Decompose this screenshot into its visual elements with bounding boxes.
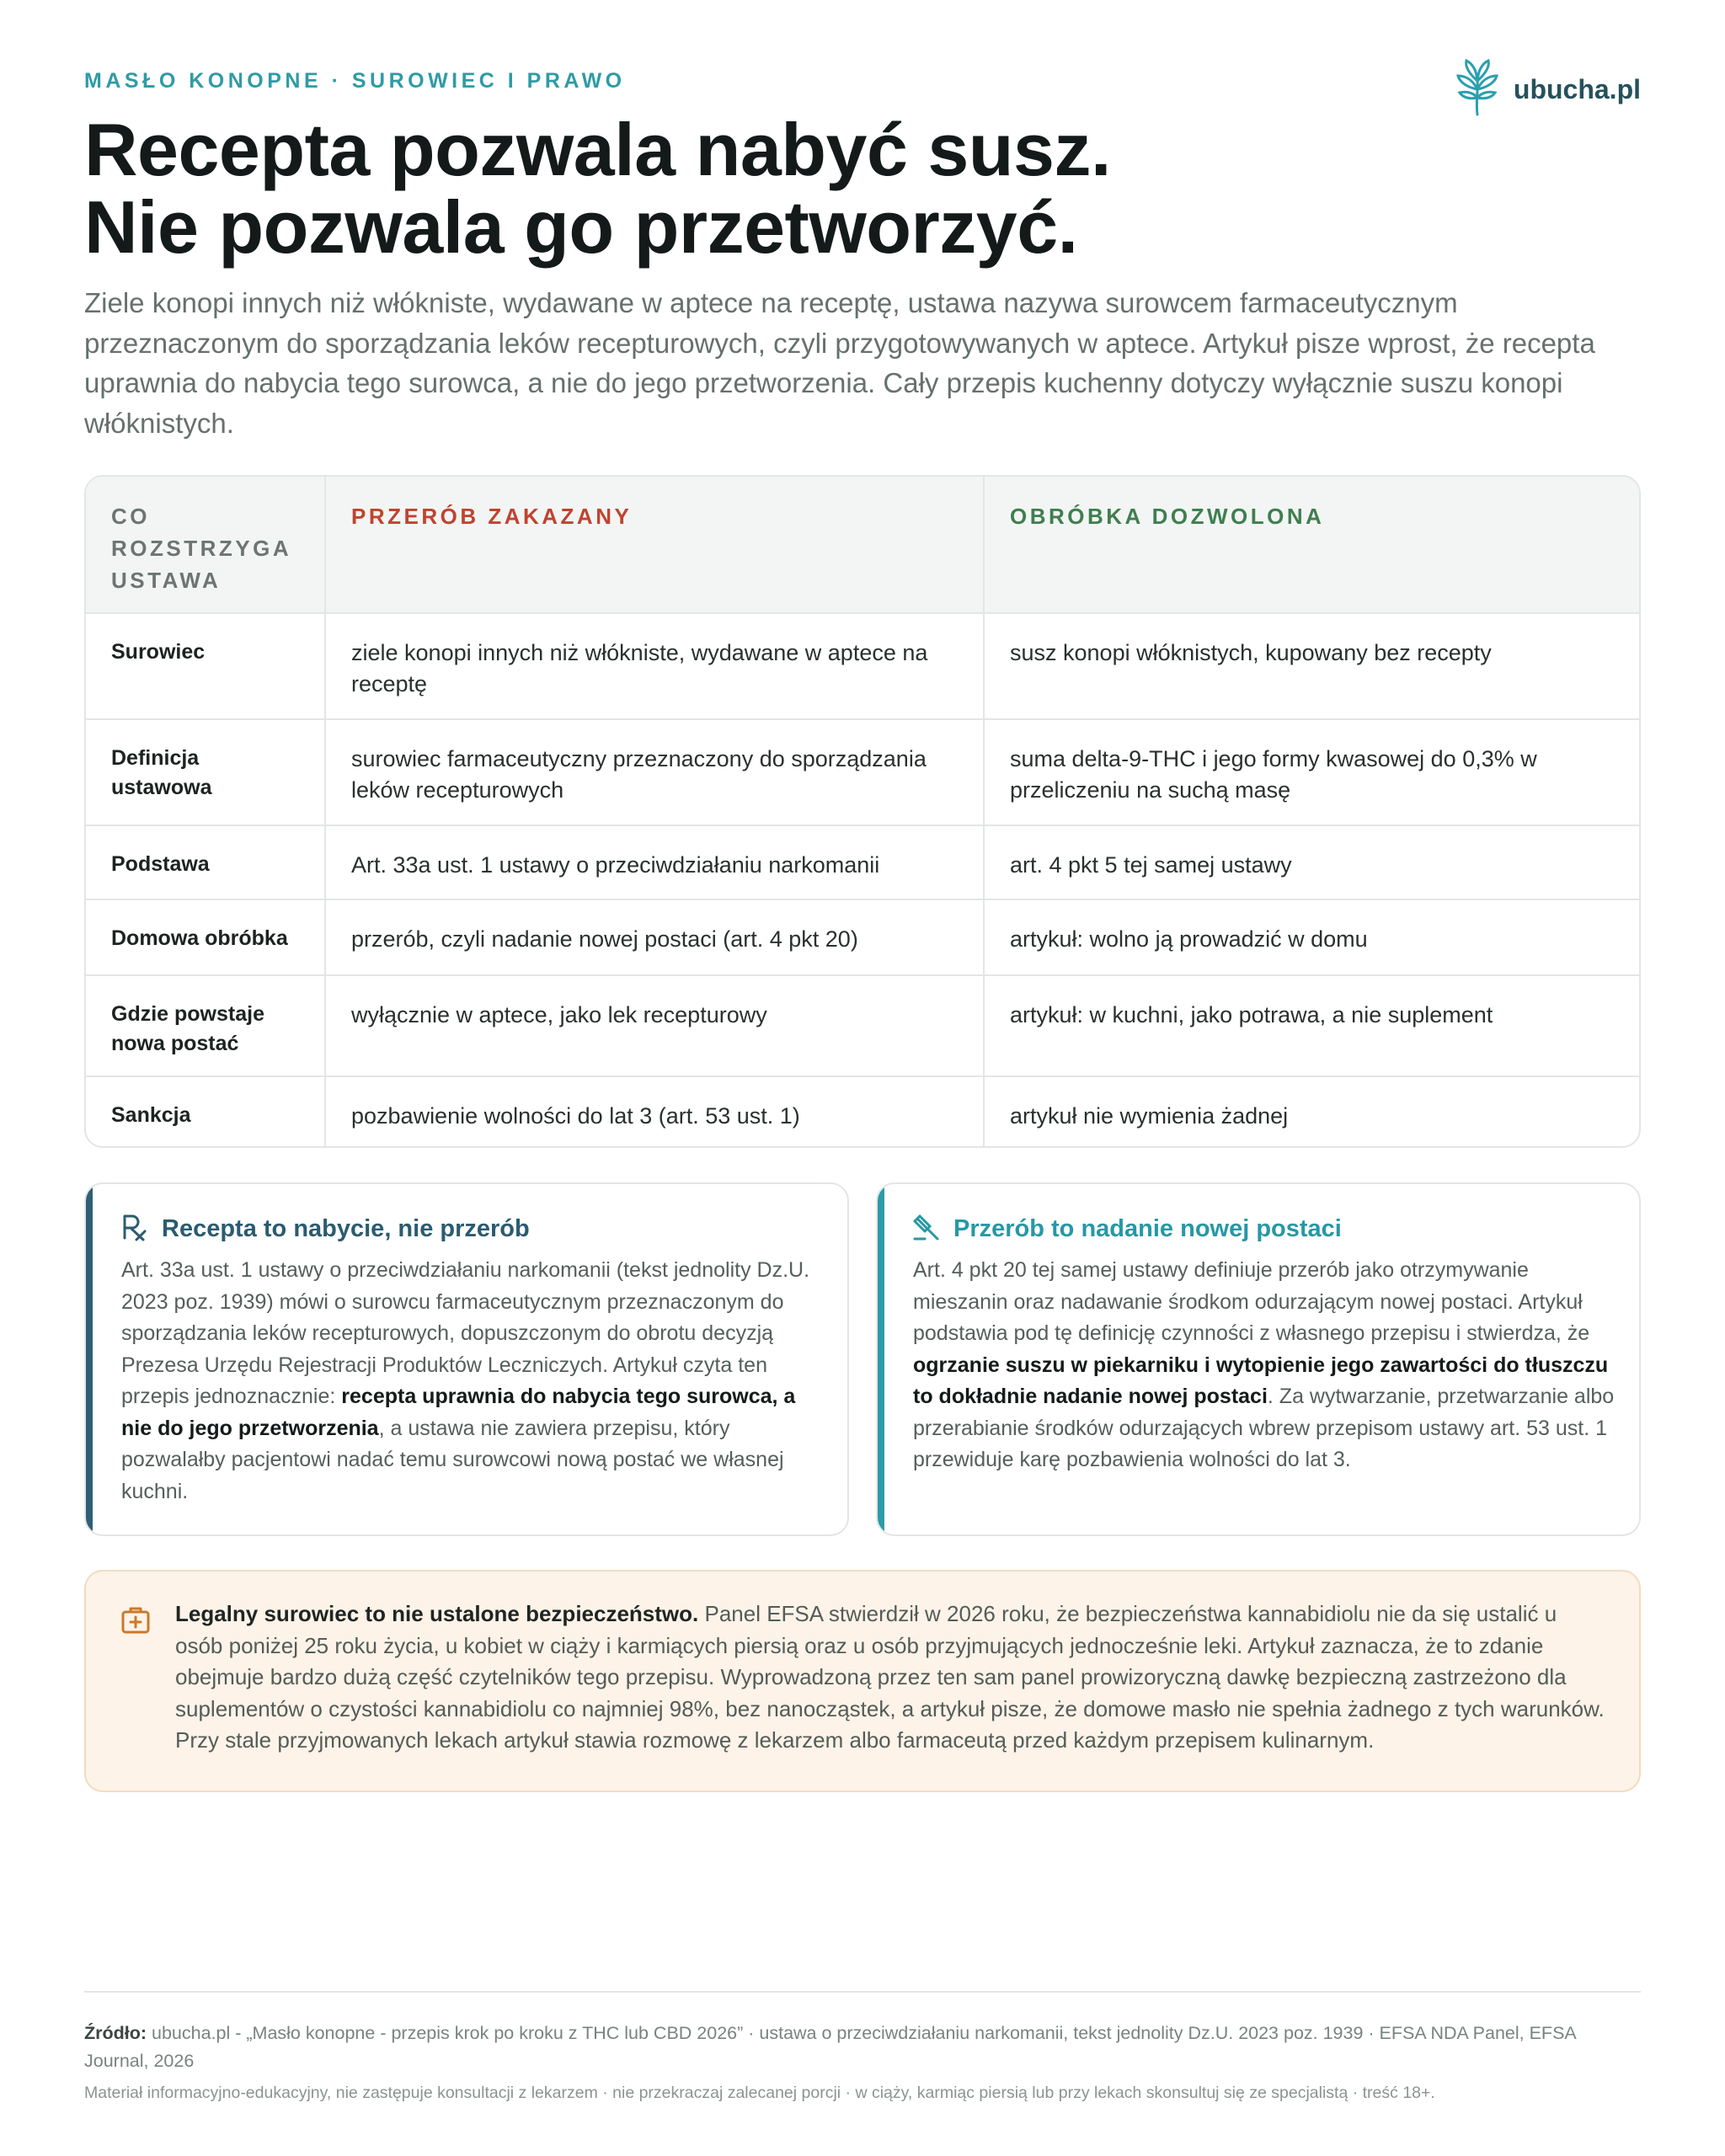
card-text-emphasis: recepta uprawnia do nabycia tego surowca, a nie do jego przetworzenia <box>121 1385 796 1440</box>
disclaimer: Materiał informacyjno-edukacyjny, nie zastępuje konsultacji z lekarzem · nie przekraczaj zalecanej porcji · w ciąży, karmiąc piersią lub przy lekach skonsultuj się ze specjalistą · treść 18+. <box>84 2084 1435 2102</box>
table-row <box>86 825 1641 899</box>
table-header-row <box>86 477 1641 613</box>
row-label: Surowiec <box>86 613 325 719</box>
gavel-icon <box>911 1213 940 1246</box>
hemp-leaf-icon <box>1453 56 1502 124</box>
lead-paragraph: Ziele konopi innych niż włókniste, wydawane w aptece na receptę, ustawa nazywa surowcem farmaceutycznym przeznaczonym do sporządzania leków recepturowych, czyli przygotowywanych w aptece. Artykuł pisze wprost, że recepta uprawnia do nabycia tego surowca, a nie do jego przetworzenia. Cały przepis kuchenny dotyczy wyłącznie suszu konopi włóknistych. <box>84 287 1595 439</box>
card-text: Art. 33a ust. 1 ustawy o przeciwdziałaniu narkomanii (tekst jednolity Dz.U. 2023 poz. 1939) mówi o surowcu farmaceutycznym przeznaczonym do sporządzania leków recepturowych, dopuszczonym do obrotu decyzją Prezesa Urzędu Rejestracji Produktów Leczniczych. Artykuł czyta ten przepis jednoznacznie: recepta uprawnia do nabycia tego surowca, a nie do jego przetworzenia, a ustawa nie zawiera przepisu, który pozwalałby pacjentowi nadać temu surowcowi nową postać we własnej kuchni. <box>121 1258 810 1503</box>
card-text: Art. 4 pkt 20 tej samej ustawy definiuje przerób jako otrzymywanie mieszanin oraz nadawanie środkom odurzającym nowej postaci. Artykuł podstawia pod tę definicję czynności z własnego przepisu i stwierdza, że ogrzanie suszu w piekarniku i wytopienie jego zawartości do tłuszczu to dokładnie nadanie nowej postaci. Za wytwarzanie, przetwarzanie albo przerabianie środków odurzających wbrew przepisom ustawy art. 53 ust. 1 przewiduje karę pozbawienia wolności do lat 3. <box>913 1258 1615 1471</box>
cell-allowed: artykuł nie wymienia żadnej <box>984 1076 1641 1148</box>
title-line-2: Nie pozwala go przetworzyć. <box>84 185 1078 269</box>
card-prescription <box>84 1182 849 1536</box>
cell-allowed: suma delta-9-THC i jego formy kwasowej do 0,3% w przeliczeniu na suchą masę <box>984 719 1641 825</box>
table-row <box>86 613 1641 719</box>
cell-forbidden: wyłącznie w aptece, jako lek recepturowy <box>325 975 984 1076</box>
cell-forbidden: przerób, czyli nadanie nowej postaci (art. 4 pkt 20) <box>325 899 984 975</box>
source-note: Źródło: ubucha.pl - „Masło konopne - przepis krok po kroku z THC lub CBD 2026” · ustawa o przeciwdziałaniu narkomanii, tekst jednolity Dz.U. 2023 poz. 1939 · EFSA NDA Panel, EFSA Journal, 2026 <box>84 2023 1576 2071</box>
infographic-page <box>84 0 1641 2156</box>
source-label: Źródło: <box>84 2023 147 2043</box>
page-title <box>84 108 1111 269</box>
header-forbidden: PRZERÓB ZAKAZANY <box>325 477 984 613</box>
row-label: Definicja ustawowa <box>86 719 325 825</box>
row-label: Domowa obróbka <box>86 899 325 975</box>
cell-forbidden: pozbawienie wolności do lat 3 (art. 53 ust. 1) <box>325 1076 984 1148</box>
cell-forbidden: Art. 33a ust. 1 ustawy o przeciwdziałaniu narkomanii <box>325 825 984 899</box>
cell-allowed: artykuł: wolno ją prowadzić w domu <box>984 899 1641 975</box>
row-label: Gdzie powstaje nowa postać <box>86 975 325 1076</box>
prescription-icon <box>120 1213 148 1246</box>
footer-divider <box>84 1991 1641 1993</box>
warning-text: Legalny surowiec to nie ustalone bezpieczeństwo. Panel EFSA stwierdził w 2026 roku, że bezpieczeństwa kannabidiolu nie da się ustalić u osób poniżej 25 roku życia, u kobiet w ciąży i karmiących piersią oraz u osób przyjmujących jednocześnie leki. Artykuł zaznacza, że to zdanie obejmuje bardzo dużą część czytelników tego przepisu. Wyprowadzoną przez ten sam panel prowizoryczną dawkę bezpieczną zastrzeżono dla suplementów o czystości kannabidiolu co najmniej 98%, bez nanocząstek, a artykuł pisze, że domowe masło nie spełnia żadnego z tych warunków. Przy stale przyjmowanych lekach artykuł stawia rozmowę z lekarzem albo farmaceutą przed każdym przepisem kulinarnym. <box>175 1601 1605 1753</box>
card-title: Recepta to nabycie, nie przerób <box>162 1215 530 1242</box>
header-allowed: OBRÓBKA DOZWOLONA <box>984 477 1641 613</box>
row-label: Podstawa <box>86 825 325 899</box>
warning-lead: Legalny surowiec to nie ustalone bezpieczeństwo. <box>175 1601 699 1626</box>
cell-allowed: art. 4 pkt 5 tej samej ustawy <box>984 825 1641 899</box>
table-row <box>86 1076 1641 1148</box>
comparison-table <box>84 475 1641 1148</box>
cell-allowed: artykuł: w kuchni, jako potrawa, a nie suplement <box>984 975 1641 1076</box>
cell-forbidden: ziele konopi innych niż włókniste, wydawane w aptece na receptę <box>325 613 984 719</box>
table-row <box>86 975 1641 1076</box>
cell-allowed: susz konopi włóknistych, kupowany bez recepty <box>984 613 1641 719</box>
table-row <box>86 719 1641 825</box>
table-row <box>86 899 1641 975</box>
kicker: MASŁO KONOPNE · SUROWIEC I PRAWO <box>84 69 626 93</box>
cell-forbidden: surowiec farmaceutyczny przeznaczony do sporządzania leków recepturowych <box>325 719 984 825</box>
brand-name: ubucha.pl <box>1513 74 1641 104</box>
card-processing <box>876 1182 1641 1536</box>
title-line-1: Recepta pozwala nabyć susz. <box>84 108 1111 191</box>
safety-warning-box <box>84 1570 1641 1792</box>
header-criterion: CO ROZSTRZYGA USTAWA <box>86 477 325 613</box>
card-title: Przerób to nadanie nowej postaci <box>953 1215 1342 1242</box>
row-label: Sankcja <box>86 1076 325 1148</box>
card-text-emphasis: ogrzanie suszu w piekarniku i wytopienie jego zawartości do tłuszczu to dokładnie nadanie nowej postaci <box>913 1353 1609 1408</box>
brand-logo[interactable] <box>1453 56 1641 124</box>
